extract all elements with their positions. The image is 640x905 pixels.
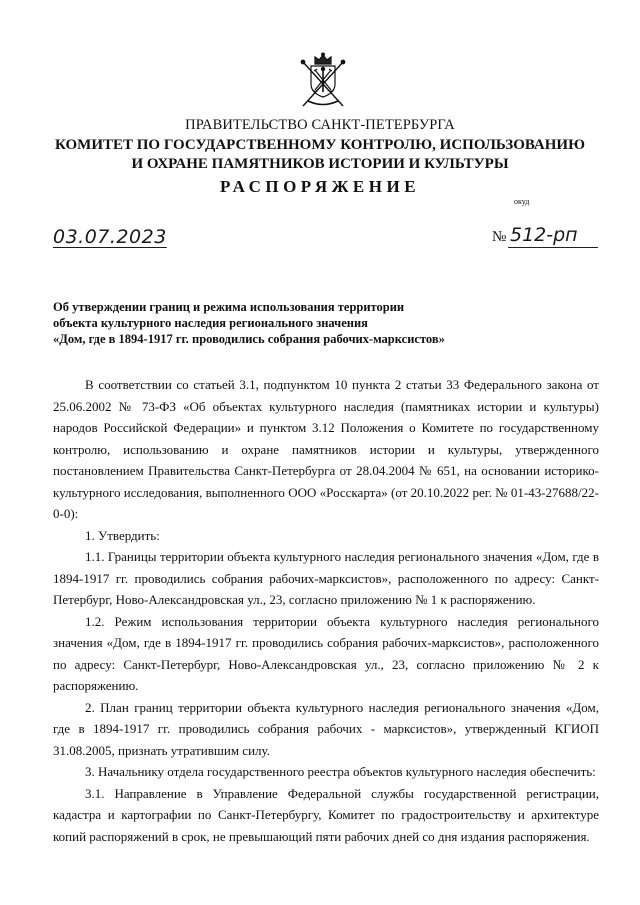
clause-1-1: 1.1. Границы территории объекта культурного наследия регионального значения «Дом, где в 1894-1917 гг. проводились собрания рабочих-марксистов», расположенного по адресу: Санкт-Петербург, Ново-Александровская ул., 23, согласно приложению № 1 к распоряжению. xyxy=(53,549,599,607)
committee-title-line2: И ОХРАНЕ ПАМЯТНИКОВ ИСТОРИИ И КУЛЬТУРЫ xyxy=(131,156,509,172)
document-body xyxy=(53,374,599,847)
handwritten-order-number: 512-рп xyxy=(508,224,598,248)
clause-3: 3. Начальнику отдела государственного реестра объектов культурного наследия обеспечить: xyxy=(85,764,596,779)
clause-2: 2. План границ территории объекта культурного наследия регионального значения «Дом, где в 1894-1917 гг. проводились собрания рабочих - марксистов», утвержденный КГИОП 31.08.2005, признать утратившим силу. xyxy=(53,699,599,758)
subject-line-1: Об утверждении границ и режима использования территории xyxy=(53,300,405,314)
government-title: ПРАВИТЕЛЬСТВО САНКТ-ПЕТЕРБУРГА xyxy=(185,117,455,133)
document-type-title: РАСПОРЯЖЕНИЕ xyxy=(219,177,421,196)
committee-title-line1: КОМИТЕТ ПО ГОСУДАРСТВЕННОМУ КОНТРОЛЮ, ИСПОЛЬЗОВАНИЮ xyxy=(55,137,585,153)
preamble-paragraph: В соответствии со статьей 3.1, подпунктом 10 пункта 2 статьи 33 Федерального закона от 25.06.2002 № 73-ФЗ «Об объектах культурного наследия (памятниках истории и культуры) народов Российской Федерации» и пунктом 3.12 Положения о Комитете по государственному контролю, использованию и охране памятников истории и культуры, утвержденного постановлением Правительства Санкт-Петербурга от 28.04.2004 № 651, на основании историко-культурного исследования, выполненного ООО «Росскарта» (от 20.10.2022 рег. № 01-43-27688/22-0-0): xyxy=(53,377,599,521)
number-label: № xyxy=(492,229,507,245)
subject-line-3: «Дом, где в 1894-1917 гг. проводились собрания рабочих-марксистов» xyxy=(53,332,445,346)
clause-1-2: 1.2. Режим использования территории объекта культурного наследия регионального значения «Дом, где в 1894-1917 гг. проводились собрания рабочих-марксистов», расположенного по адресу: Санкт-Петербург, Ново-Александровская ул., 23, согласно приложению № 2 к распоряжению. xyxy=(53,613,599,693)
saint-petersburg-coat-of-arms-icon xyxy=(298,52,348,112)
clause-1: 1. Утвердить: xyxy=(85,527,160,543)
clause-3-1: 3.1. Направление в Управление Федеральной службы государственной регистрации, кадастра и картографии по Санкт-Петербургу, Комитет по градостроительству и архитектуре копий распоряжений в срок, не превышающий пяти рабочих дней со дня издания распоряжения. xyxy=(53,785,599,844)
subject-line-2: объекта культурного наследия регионального значения xyxy=(53,316,368,330)
handwritten-date: 03.07.2023 xyxy=(53,226,167,248)
okud-label: окуд xyxy=(514,197,530,206)
